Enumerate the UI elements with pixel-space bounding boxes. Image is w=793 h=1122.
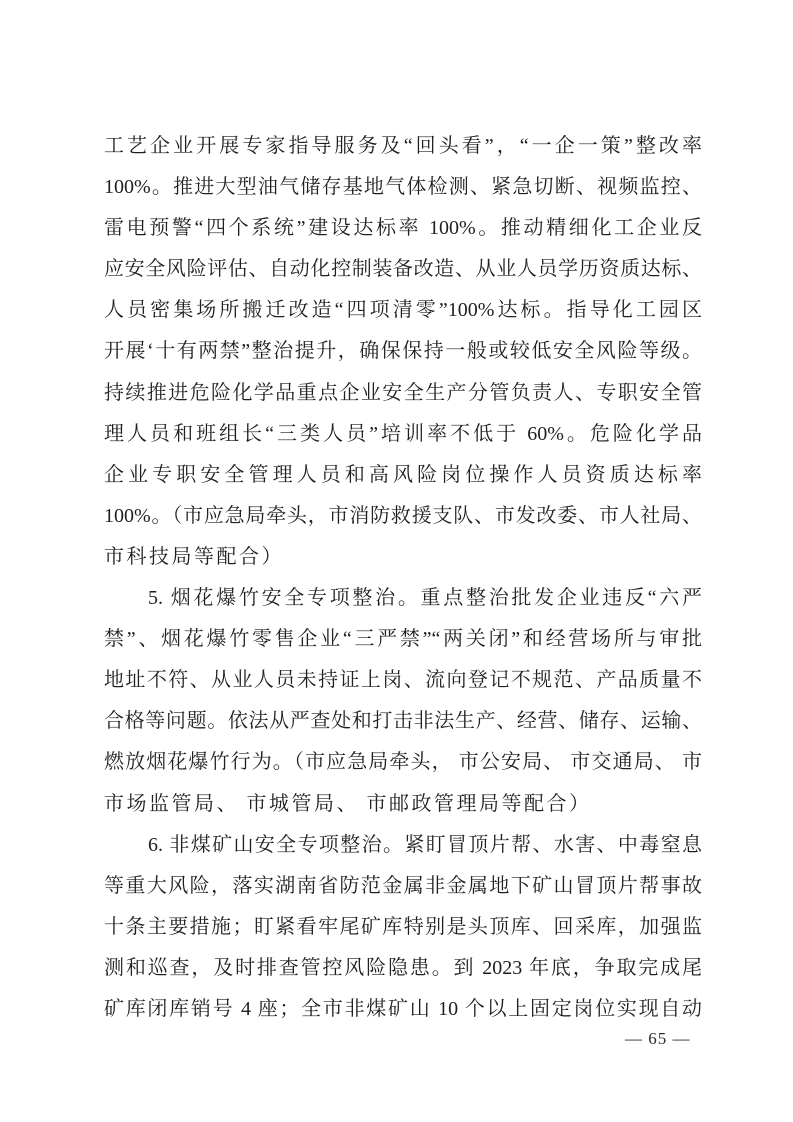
text-line: 禁”、烟花爆竹零售企业“三严禁”“两关闭”和经营场所与审批 (104, 628, 702, 651)
text-line: 地址不符、从业人员未持证上岗、流向登记不规范、产品质量不 (104, 669, 702, 692)
text-line: 工艺企业开展专家指导服务及“回头看”，“一企一策”整改率 (104, 135, 702, 157)
text-line: 100%。（市应急局牵头，市消防救援支队、市发改委、市人社局、 (104, 504, 702, 527)
text-line: 5. 烟花爆竹安全专项整治。重点整治批发企业违反“六严 (148, 587, 702, 610)
text-line: 等重大风险，落实湖南省防范金属非金属地下矿山冒顶片帮事故 (104, 874, 702, 897)
page-number: — 65 — (625, 1029, 691, 1048)
text-line: 燃放烟花爆竹行为。（市应急局牵头， 市公安局、 市交通局、 市 (104, 751, 702, 774)
text-line: 6. 非煤矿山安全专项整治。紧盯冒顶片帮、水害、中毒窒息 (148, 833, 702, 856)
text-line: 十条主要措施；盯紧看牢尾矿库特别是头顶库、回采库，加强监 (104, 915, 702, 938)
text-line: 矿库闭库销号 4 座；全市非煤矿山 10 个以上固定岗位实现自动 (104, 997, 702, 1020)
text-line: 合格等问题。依法从严查处和打击非法生产、经营、储存、运输、 (104, 710, 702, 733)
text-line: 理人员和班组长“三类人员”培训率不低于 60%。危险化学品 (104, 422, 702, 445)
text-line: 100%。推进大型油气储存基地气体检测、紧急切断、视频监控、 (104, 176, 702, 199)
text-line: 应安全风险评估、自动化控制装备改造、从业人员学历资质达标、 (104, 258, 702, 281)
text-line: 雷电预警“四个系统”建设达标率 100%。推动精细化工企业反 (104, 217, 702, 240)
text-line: 人员密集场所搬迁改造“四项清零”100%达标。指导化工园区 (104, 299, 702, 322)
text-line: 市场监管局、 市城管局、 市邮政管理局等配合） (104, 792, 592, 815)
text-line: 持续推进危险化学品重点企业安全生产分管负责人、专职安全管 (104, 381, 702, 404)
document-body (104, 126, 702, 1030)
text-line: 市科技局等配合） (104, 545, 284, 568)
text-line: 开展‘十有两禁”整治提升，确保保持一般或较低安全风险等级。 (104, 340, 702, 363)
text-line: 测和巡查，及时排查管控风险隐患。到 2023 年底，争取完成尾 (104, 956, 702, 979)
text-line: 企业专职安全管理人员和高风险岗位操作人员资质达标率 (104, 463, 702, 486)
